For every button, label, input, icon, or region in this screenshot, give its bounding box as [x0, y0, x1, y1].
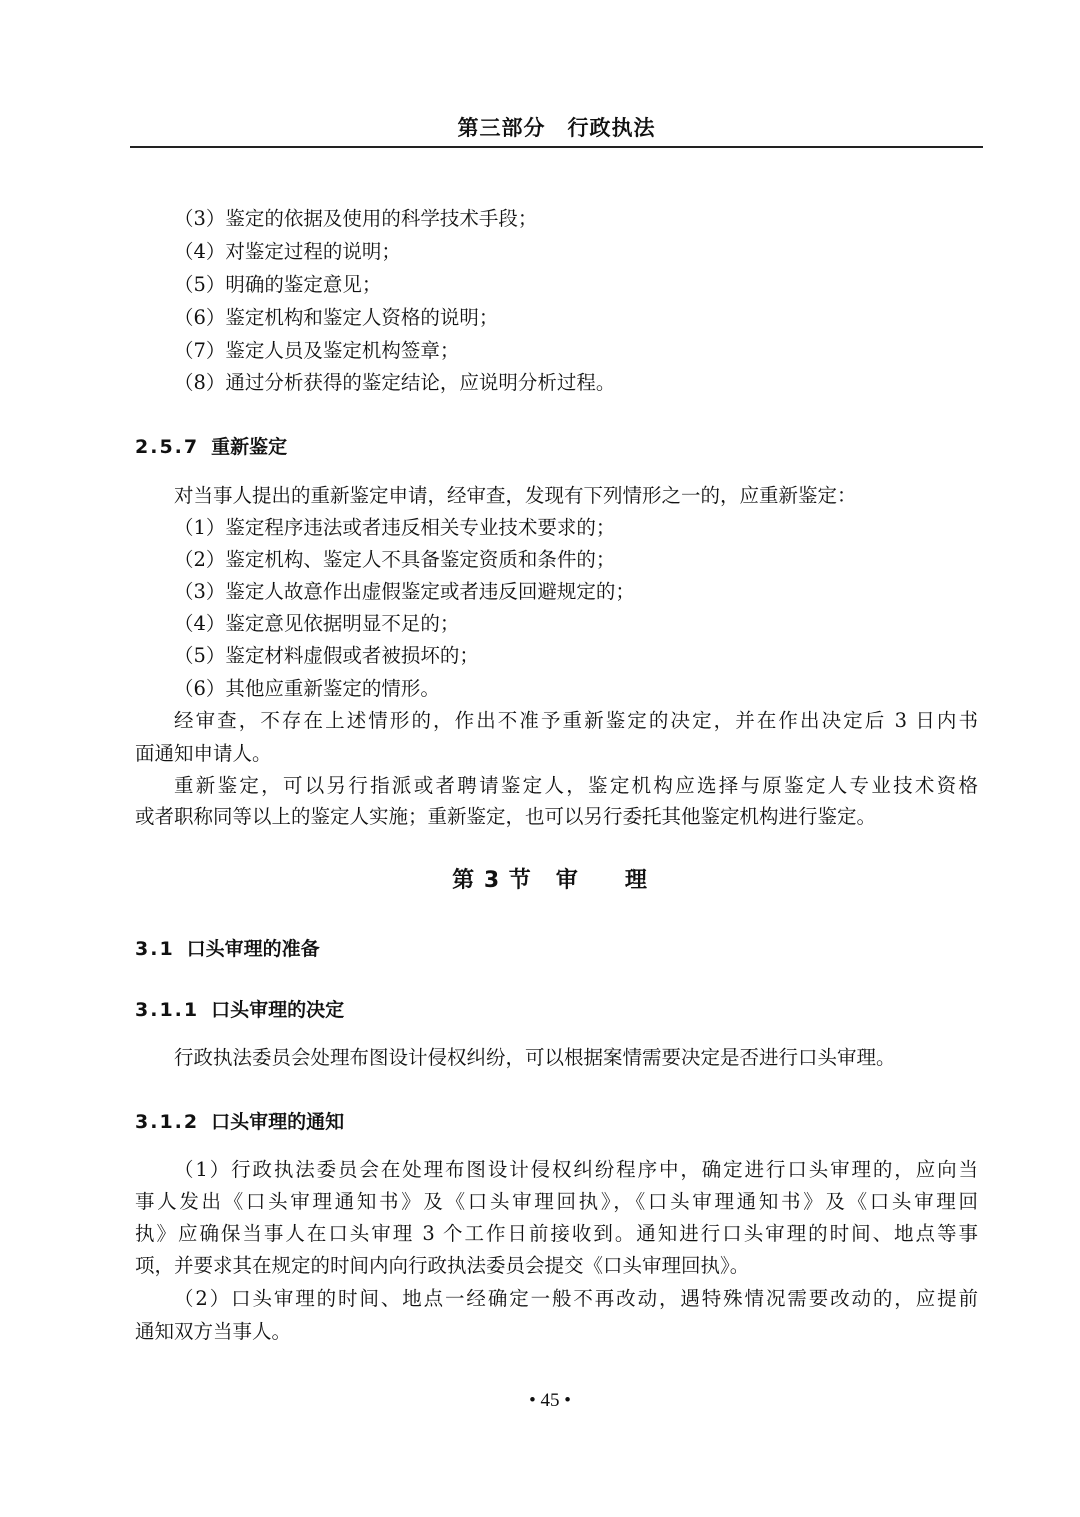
- list-item: （1）鉴定程序违法或者违反相关专业技术要求的；: [174, 516, 616, 539]
- header-title: 行政执法: [567, 116, 656, 140]
- paragraph-line: 项，并要求其在规定的时间内向行政执法委员会提交《口头审理回执》。: [135, 1254, 750, 1277]
- section-label: 第 3 节: [452, 868, 532, 893]
- heading-number: 3.1.1: [135, 999, 200, 1021]
- paragraph-line: 行政执法委员会处理布图设计侵权纠纷，可以根据案情需要决定是否进行口头审理。: [174, 1046, 896, 1069]
- paragraph-line: 面通知申请人。: [135, 742, 272, 765]
- header-part: 第三部分: [457, 116, 546, 140]
- section-title: [0, 867, 1080, 895]
- list-item: （4）对鉴定过程的说明；: [174, 240, 401, 263]
- heading-title: 口头审理的通知: [211, 1111, 345, 1133]
- list-item: （3）鉴定人故意作出虚假鉴定或者违反回避规定的；: [174, 580, 635, 603]
- header-rule: [130, 146, 983, 148]
- section-title-char-a: 审: [555, 868, 579, 893]
- list-item: （7）鉴定人员及鉴定机构签章；: [174, 339, 460, 362]
- heading-3-1-2: [135, 1110, 344, 1134]
- paragraph-line: （1）行政执法委员会在处理布图设计侵权纠纷程序中，确定进行口头审理的，应向当: [174, 1158, 978, 1181]
- paragraph-line: 经审查，不存在上述情形的，作出不准予重新鉴定的决定，并在作出决定后 3 日内书: [174, 709, 978, 732]
- heading-number: 3.1: [135, 938, 175, 960]
- heading-title: 口头审理的决定: [211, 999, 345, 1021]
- heading-3-1: [135, 937, 320, 961]
- paragraph-line: （2）口头审理的时间、地点一经确定一般不再改动，遇特殊情况需要改动的，应提前: [174, 1287, 978, 1310]
- list-item: （4）鉴定意见依据明显不足的；: [174, 612, 460, 635]
- paragraph-line: 重新鉴定，可以另行指派或者聘请鉴定人，鉴定机构应选择与原鉴定人专业技术资格: [174, 774, 978, 797]
- section-title-char-b: 理: [624, 868, 648, 893]
- list-item: （5）明确的鉴定意见；: [174, 273, 382, 296]
- list-item: （5）鉴定材料虚假或者被损坏的；: [174, 644, 479, 667]
- heading-3-1-1: [135, 998, 344, 1022]
- heading-number: 3.1.2: [135, 1111, 200, 1133]
- list-item: （8）通过分析获得的鉴定结论，应说明分析过程。: [174, 371, 616, 394]
- list-item: （6）其他应重新鉴定的情形。: [174, 677, 440, 700]
- paragraph-line: 执》应确保当事人在口头审理 3 个工作日前接收到。通知进行口头审理的时间、地点等事: [135, 1222, 978, 1245]
- paragraph-line: 通知双方当事人。: [135, 1320, 292, 1343]
- heading-number: 2.5.7: [135, 436, 200, 458]
- paragraph-line: 或者职称同等以上的鉴定人实施；重新鉴定，也可以另行委托其他鉴定机构进行鉴定。: [135, 805, 877, 828]
- heading-title: 口头审理的准备: [186, 938, 320, 960]
- list-item: （2）鉴定机构、鉴定人不具备鉴定资质和条件的；: [174, 548, 616, 571]
- heading-title: 重新鉴定: [211, 436, 288, 458]
- running-header: [130, 112, 983, 142]
- paragraph-line: 对当事人提出的重新鉴定申请，经审查，发现有下列情形之一的，应重新鉴定：: [174, 484, 857, 507]
- paragraph-line: 事人发出《口头审理通知书》及《口头审理回执》，《口头审理通知书》及《口头审理回: [135, 1190, 978, 1213]
- list-item: （3）鉴定的依据及使用的科学技术手段；: [174, 207, 538, 230]
- page-number: • 45 •: [529, 1390, 571, 1411]
- list-item: （6）鉴定机构和鉴定人资格的说明；: [174, 306, 499, 329]
- heading-2-5-7: [135, 435, 287, 459]
